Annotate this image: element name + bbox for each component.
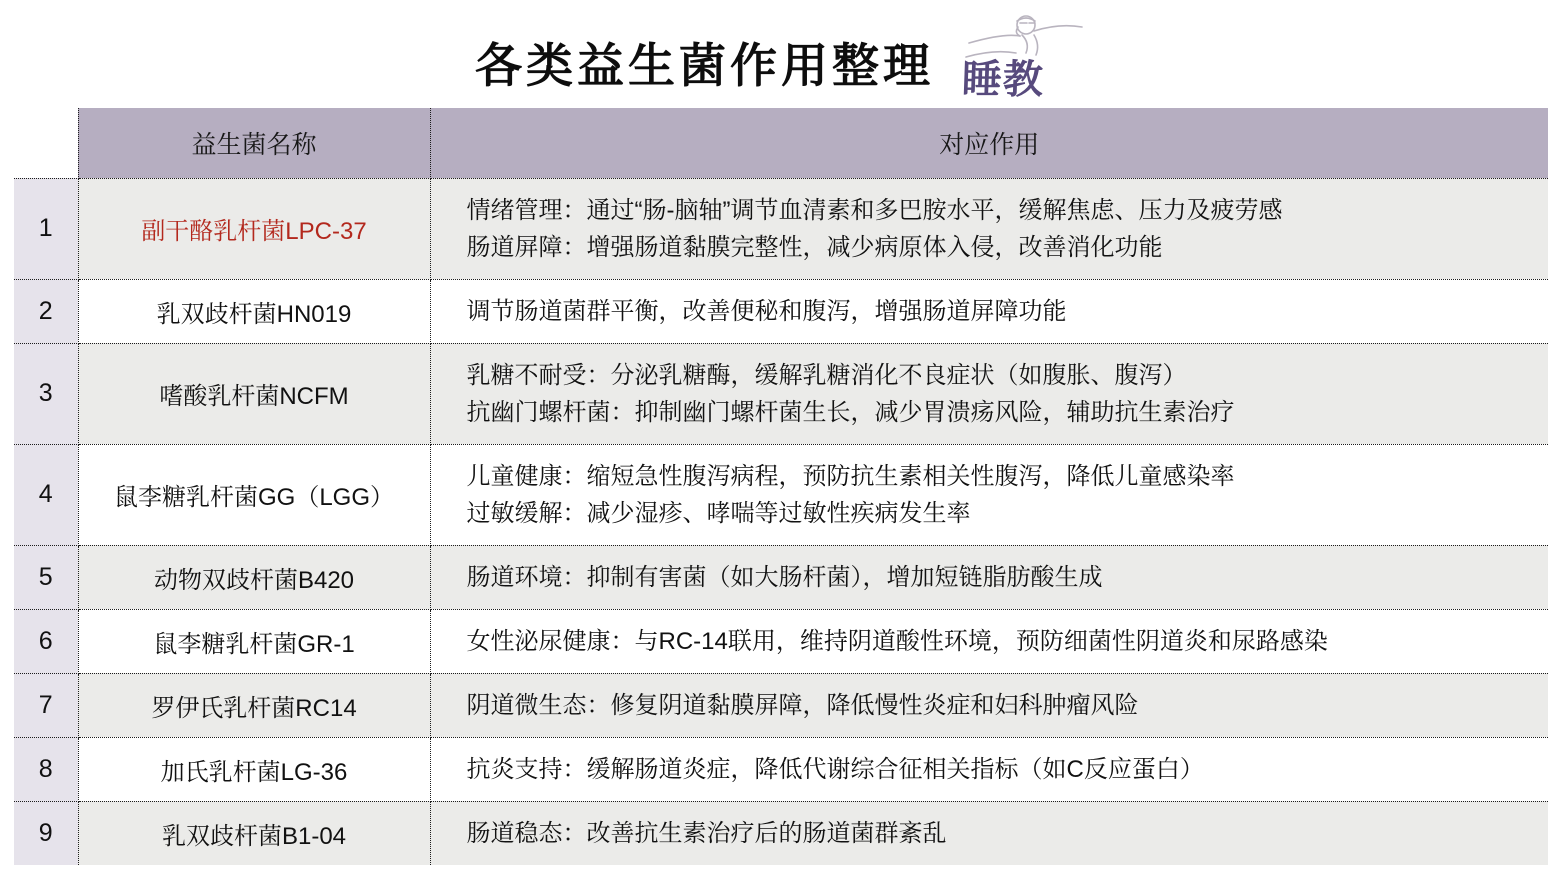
effect-cell [430, 178, 1548, 279]
effect-cell [430, 279, 1548, 343]
effect-line: 儿童健康：缩短急性腹泻病程，预防抗生素相关性腹泻，降低儿童感染率 [466, 462, 1235, 490]
table-row [14, 279, 1548, 343]
title-bar [0, 16, 1562, 108]
row-number: 3 [14, 343, 78, 444]
effect-line: 阴道微生态：修复阴道黏膜屏障，降低慢性炎症和妇科肿瘤风险 [466, 691, 1139, 719]
effect-line: 抗幽门螺杆菌：抑制幽门螺杆菌生长，减少胃溃疡风险，辅助抗生素治疗 [466, 398, 1235, 426]
probiotics-table [14, 108, 1548, 865]
effect-cell [430, 343, 1548, 444]
table-row [14, 343, 1548, 444]
row-number: 1 [14, 178, 78, 279]
probiotic-name: 乳双歧杆菌B1-04 [78, 801, 430, 865]
effect-line: 肠道环境：抑制有害菌（如大肠杆菌），增加短链脂肪酸生成 [466, 563, 1103, 591]
table-row [14, 673, 1548, 737]
table-row [14, 178, 1548, 279]
row-number: 8 [14, 737, 78, 801]
effect-cell [430, 545, 1548, 609]
effect-line: 肠道屏障：增强肠道黏膜完整性，减少病原体入侵，改善消化功能 [466, 233, 1163, 261]
effect-cell [430, 673, 1548, 737]
table-row [14, 609, 1548, 673]
effect-line: 抗炎支持：缓解肠道炎症，降低代谢综合征相关指标（如C反应蛋白） [466, 755, 1204, 783]
column-header-name: 益生菌名称 [78, 108, 430, 178]
effect-cell [430, 444, 1548, 545]
row-number: 5 [14, 545, 78, 609]
corner-cell [14, 108, 78, 178]
logo-text: 睡教 [961, 58, 1045, 102]
probiotic-name: 乳双歧杆菌HN019 [78, 279, 430, 343]
probiotic-name: 副干酪乳杆菌LPC-37 [78, 178, 430, 279]
probiotic-name: 动物双歧杆菌B420 [78, 545, 430, 609]
row-number: 9 [14, 801, 78, 865]
table-row [14, 801, 1548, 865]
probiotic-name: 鼠李糖乳杆菌GG（LGG） [78, 444, 430, 545]
row-number: 2 [14, 279, 78, 343]
effect-cell [430, 609, 1548, 673]
effect-cell [430, 801, 1548, 865]
effect-line: 调节肠道菌群平衡，改善便秘和腹泻，增强肠道屏障功能 [466, 297, 1067, 325]
probiotic-name: 加氏乳杆菌LG-36 [78, 737, 430, 801]
row-number: 4 [14, 444, 78, 545]
effect-line: 情绪管理：通过“肠-脑轴”调节血清素和多巴胺水平，缓解焦虑、压力及疲劳感 [466, 196, 1283, 224]
row-number: 6 [14, 609, 78, 673]
probiotic-name: 罗伊氏乳杆菌RC14 [78, 673, 430, 737]
effect-line: 肠道稳态：改善抗生素治疗后的肠道菌群紊乱 [466, 819, 947, 847]
table-row [14, 444, 1548, 545]
table-row [14, 545, 1548, 609]
page-title: 各类益生菌作用整理 [475, 38, 934, 92]
brand-logo [962, 17, 1087, 107]
effect-cell [430, 737, 1548, 801]
table-body [14, 178, 1548, 865]
header-row [14, 108, 1548, 178]
effect-line: 乳糖不耐受：分泌乳糖酶，缓解乳糖消化不良症状（如腹胀、腹泻） [466, 361, 1187, 389]
table-row [14, 737, 1548, 801]
effect-line: 过敏缓解：减少湿疹、哮喘等过敏性疾病发生率 [466, 499, 971, 527]
column-header-effect: 对应作用 [430, 108, 1548, 178]
probiotic-name: 嗜酸乳杆菌NCFM [78, 343, 430, 444]
probiotic-name: 鼠李糖乳杆菌GR-1 [78, 609, 430, 673]
row-number: 7 [14, 673, 78, 737]
effect-line: 女性泌尿健康：与RC-14联用，维持阴道酸性环境，预防细菌性阴道炎和尿路感染 [466, 627, 1328, 655]
